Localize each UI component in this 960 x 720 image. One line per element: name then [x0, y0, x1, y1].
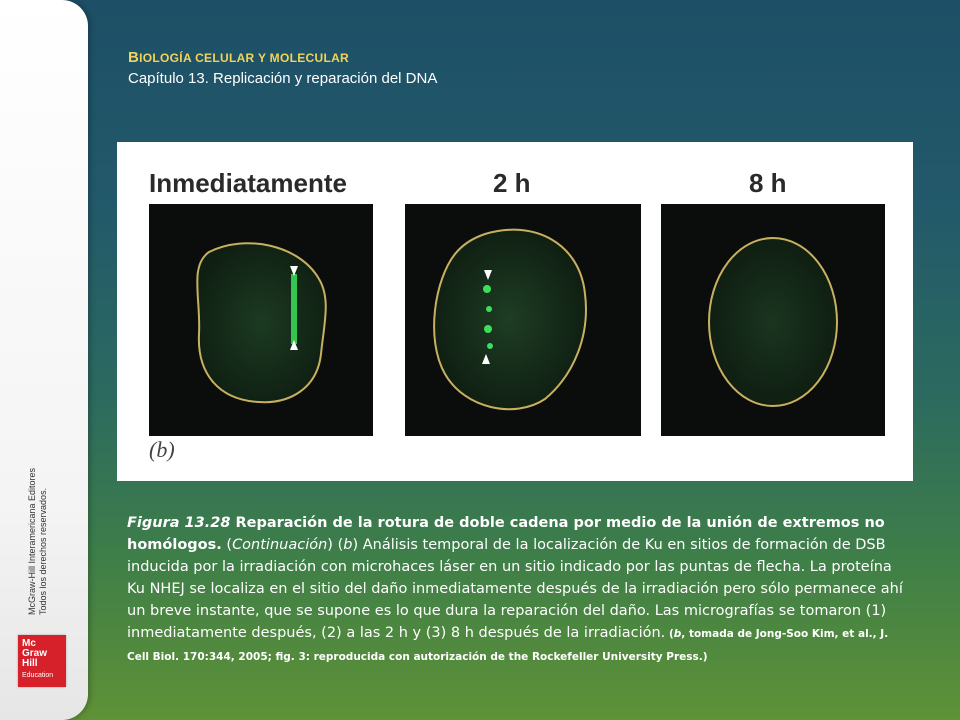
logo-line-1: Mc — [22, 638, 36, 649]
book-title-rest: IOLOGÍA CELULAR Y MOLECULAR — [139, 51, 350, 65]
micrograph-figure — [117, 142, 913, 481]
sidebar — [0, 0, 88, 720]
micrograph-8h — [661, 204, 885, 436]
ku-signal-stripe — [291, 274, 297, 344]
micrograph-immediately — [149, 204, 373, 436]
nucleus-outline — [709, 238, 837, 406]
caption-credit-letter: b — [673, 628, 682, 640]
figure-caption — [127, 512, 903, 668]
publisher-notice — [27, 468, 49, 615]
publisher-line-2: Todos los derechos reservados. — [38, 487, 48, 615]
chapter-title: Capítulo 13. Replicación y reparación del DNA — [128, 70, 438, 87]
ku-focus — [487, 343, 493, 349]
caption-credit-text: , tomada de Jong-Soo Kim, et al., J. Cell Biol. 170:344, 2005; fig. 3: reproducida con autorización de the Rockefeller University Press.) — [127, 628, 889, 663]
caption-body: ) Análisis temporal de la localización de Ku en sitios de formación de DSB inducida por la irradiación con microhaces láser en un sitio indicado por las puntas de flecha. La proteína Ku NHEJ se localiza en el sitio del daño inmediatamente después de la irradiación pero sólo permanece ahí un breve instante, que se supone es lo que dura la reparación del daño. Las micrografías se tomaron (1) inmediatamente después, (2) a las 2 h y (3) 8 h después de la irradiación. — [127, 537, 903, 641]
micrograph-2h — [405, 204, 641, 436]
book-title-initial: B — [128, 49, 140, 66]
ku-focus — [483, 285, 491, 293]
nucleus-outline — [434, 230, 586, 410]
logo-line-3: Hill — [22, 658, 38, 669]
caption-continuation: Continuación — [232, 537, 328, 553]
ku-focus — [486, 306, 492, 312]
caption-text: ( — [221, 537, 233, 553]
logo-line-4: Education — [22, 672, 54, 679]
logo-line-2: Graw — [22, 648, 48, 659]
caption-part-letter: b — [343, 537, 353, 553]
ku-focus — [484, 325, 492, 333]
panel-label-2h: 2 h — [493, 168, 531, 198]
caption-text: ) ( — [327, 537, 344, 553]
part-label: (b) — [149, 437, 175, 462]
book-title — [128, 49, 349, 66]
publisher-line-1: McGraw-Hill Interamericana Editores — [27, 467, 37, 615]
caption-credit: ( — [665, 628, 674, 640]
panel-label-immediately: Inmediatamente — [149, 168, 347, 198]
panel-label-8h: 8 h — [749, 168, 787, 198]
caption-figure-number: Figura 13.28 — [127, 515, 231, 531]
caption-title: Reparación de la rotura de doble cadena por medio de la unión de extremos no homólogos. — [127, 515, 885, 553]
mcgraw-hill-logo — [18, 635, 66, 687]
nucleus-outline — [197, 243, 326, 402]
